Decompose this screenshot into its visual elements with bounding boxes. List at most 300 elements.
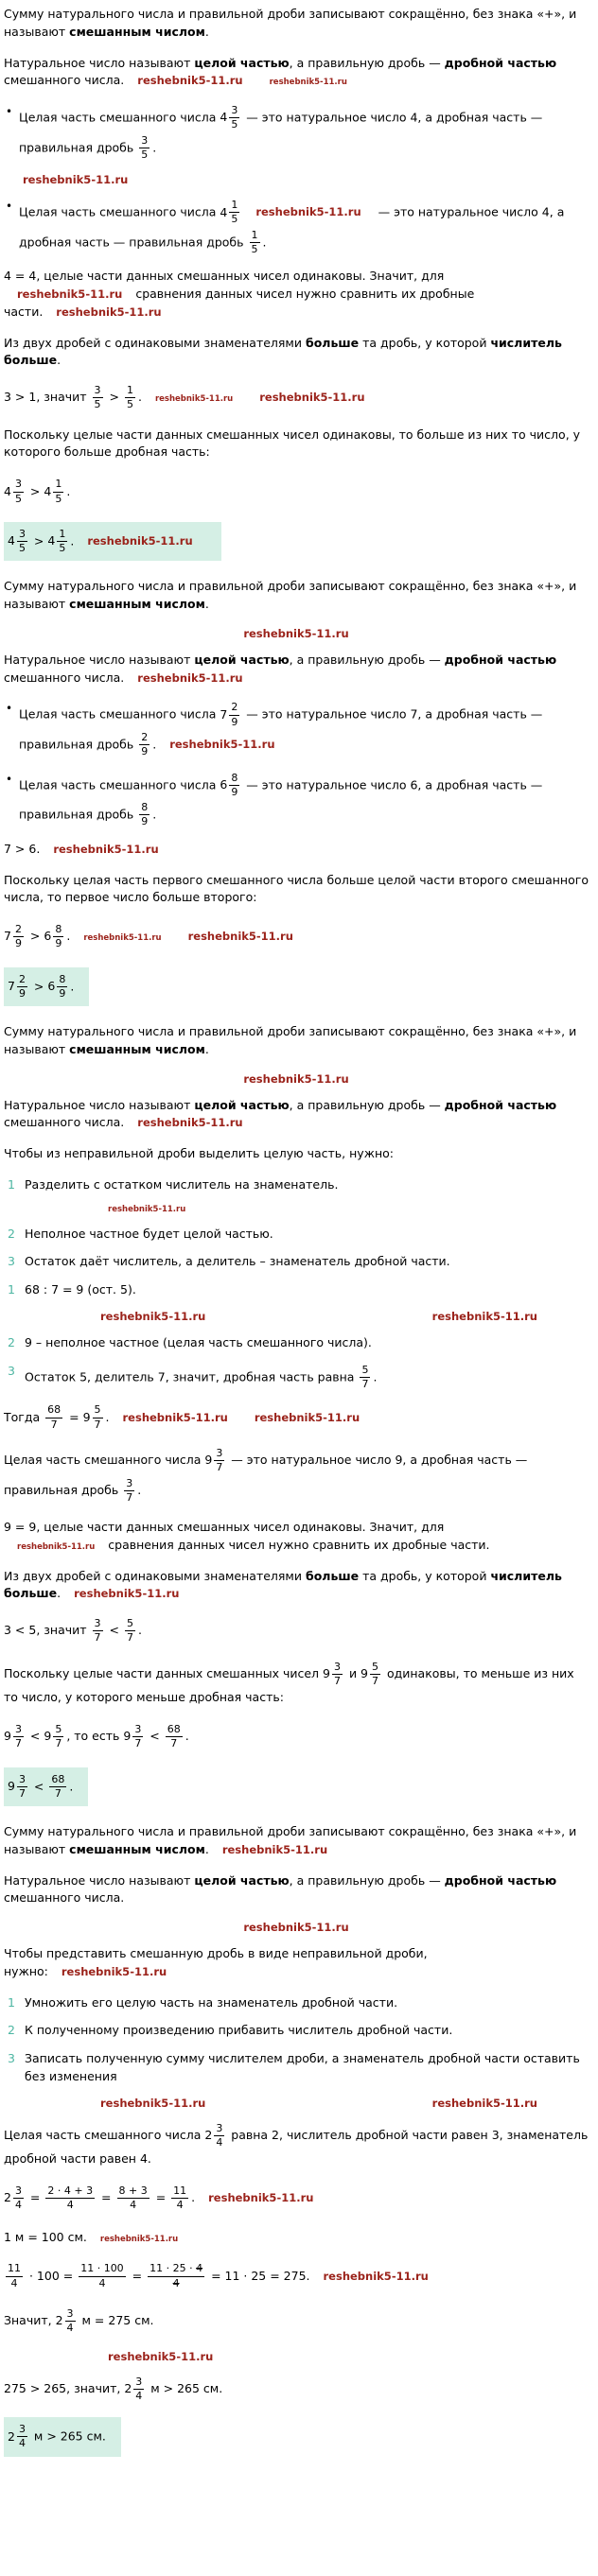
mixed-number <box>47 972 70 1002</box>
fraction-den-part: 4 <box>216 2136 223 2150</box>
bullet-item <box>4 103 589 163</box>
fraction-den-part: 5 <box>251 243 258 256</box>
fraction-denominator <box>49 1419 60 1432</box>
fraction-den-part: 7 <box>54 1786 62 1800</box>
fraction-numerator <box>45 1403 62 1418</box>
text-run: . <box>69 1778 74 1793</box>
text-run: 275 > 265, значит, <box>4 2380 125 2395</box>
block-content <box>4 923 307 950</box>
fraction-den-part: 7 <box>361 1378 369 1391</box>
fraction-numerator <box>79 2262 125 2276</box>
mixed-number <box>220 103 242 133</box>
text-run: Из двух дробей с одинаковыми знаменателями <box>4 335 306 350</box>
fraction-num-part: 1 <box>231 199 238 212</box>
fraction-num-part: 3 <box>126 1476 133 1489</box>
text-run: — это натуральное число 7, а дробная часть — правильная дробь <box>19 706 543 752</box>
fraction-numerator <box>17 528 27 542</box>
fraction-denominator <box>93 1631 103 1645</box>
fraction-denominator <box>57 542 67 555</box>
fraction <box>13 1723 24 1751</box>
fraction-den-part: 5 <box>141 148 149 161</box>
fraction <box>45 2184 95 2213</box>
block-content <box>4 1873 556 1906</box>
mixed-number <box>8 972 30 1002</box>
fraction-numerator <box>117 2184 150 2199</box>
text-run: смешанного числа. <box>4 1890 125 1906</box>
whole-part: 2 <box>4 2190 11 2205</box>
fraction-numerator <box>229 701 239 715</box>
text-run: 9 – неполное частное (целая часть смешанного числа). <box>25 1334 372 1349</box>
fraction-numerator <box>124 1477 134 1491</box>
fraction-denominator <box>132 1737 143 1750</box>
fraction-num-part: 1 <box>59 527 66 540</box>
fraction-den-part: 7 <box>18 1786 26 1800</box>
fraction-denominator <box>53 493 63 506</box>
whole-part: 2 <box>124 2381 132 2396</box>
text-run: м = 275 см. <box>78 2313 154 2328</box>
fraction-numerator <box>53 478 63 492</box>
block-content <box>4 1569 562 1601</box>
mixed-number <box>124 2375 147 2405</box>
fraction <box>13 923 24 951</box>
block-content <box>4 7 576 39</box>
paragraph <box>4 1660 589 1707</box>
fraction-numerator <box>214 1447 224 1461</box>
fraction-den-part: 4 <box>176 2199 184 2212</box>
paragraph <box>4 578 589 614</box>
fraction-den-part: 4 <box>10 2276 18 2289</box>
paragraph <box>4 2121 589 2168</box>
whole-part: 9 <box>4 1729 11 1744</box>
fraction-num-part: 3 <box>66 2307 74 2320</box>
fraction <box>250 229 260 257</box>
bold-text: смешанным числом <box>69 1041 205 1056</box>
block-content <box>4 1824 576 1856</box>
fraction <box>17 528 27 556</box>
fraction-denominator <box>13 937 24 950</box>
whole-part: 6 <box>220 777 228 792</box>
bullet-icon: • <box>6 105 13 118</box>
document-body <box>4 6 589 2457</box>
numbered-step <box>4 1176 589 1194</box>
site-watermark: reshebnik5-11.ru <box>259 391 365 405</box>
block-content <box>25 1226 589 1244</box>
math-line <box>4 477 589 507</box>
fraction-numerator <box>360 1364 370 1378</box>
bold-text: больше <box>305 335 360 350</box>
fraction-num-part: 5 <box>55 1723 62 1736</box>
fraction-denominator <box>124 1491 134 1505</box>
block-content <box>4 873 589 905</box>
site-watermark: reshebnik5-11.ru <box>254 1410 361 1424</box>
numbered-step <box>4 1994 589 2012</box>
site-watermark: reshebnik5-11.ru <box>23 173 129 187</box>
fraction-num-part: 2 <box>231 701 238 714</box>
text-run: — это натуральное число 9, а дробная часть — правильная дробь <box>4 1453 528 1497</box>
site-watermark: reshebnik5-11.ru <box>243 1921 349 1935</box>
whole-part: 9 <box>323 1666 330 1681</box>
fraction <box>148 2262 204 2290</box>
whole-part: 9 <box>123 1729 132 1744</box>
text-run: < <box>146 1729 164 1744</box>
fraction <box>229 104 239 132</box>
fraction-denominator <box>229 118 239 131</box>
fraction <box>117 2184 150 2213</box>
block-content <box>4 2230 191 2244</box>
fraction-num-part: 2 <box>14 923 22 936</box>
text-run: смешанного числа. <box>4 73 125 88</box>
text-run: , то есть <box>66 1729 124 1744</box>
whole-part: 2 <box>55 2313 63 2328</box>
text-run: Записать полученную сумму числителем дроби, а знаменатель дробной части оставить без изменения <box>25 2051 580 2083</box>
fraction-num-part: 2 <box>141 731 149 743</box>
fraction-num-part: 8 <box>55 923 62 936</box>
block-content <box>4 842 172 856</box>
text-run: = <box>151 2190 170 2205</box>
paragraph <box>4 1023 589 1059</box>
site-watermark: reshebnik5-11.ru <box>221 1842 328 1856</box>
fraction-num-part: 3 <box>216 2121 223 2134</box>
fraction-den-part: 9 <box>18 986 26 1000</box>
text-run: та дробь, у которой <box>359 1568 491 1583</box>
fraction-num-part: 8 <box>141 801 149 814</box>
text-run: . <box>137 390 142 405</box>
fraction-denominator <box>168 1737 179 1750</box>
paragraph <box>4 1945 589 1981</box>
fraction-num-part: 11 <box>173 2184 187 2198</box>
paragraph <box>4 1616 589 1646</box>
fraction-den-part: 4 <box>18 2437 26 2450</box>
fraction-numerator <box>53 923 63 937</box>
fraction-denominator <box>229 716 239 729</box>
fraction-num-part: 5 <box>361 1363 369 1376</box>
bold-text: дробной частью <box>444 55 557 70</box>
whole-part: 2 <box>8 2428 15 2444</box>
answer-text <box>4 967 89 1007</box>
fraction-num-part: 4 <box>196 2262 203 2275</box>
text-run: К полученному произведению прибавить числитель дробной части. <box>25 2023 453 2038</box>
fraction-num-part: 3 <box>14 2184 22 2198</box>
paragraph <box>4 652 589 688</box>
fraction-denominator <box>214 2136 224 2150</box>
answer-highlight <box>4 2417 589 2457</box>
text-run: м > 265 см. <box>147 2380 223 2395</box>
text-run: . <box>191 2190 196 2205</box>
fraction-den-part: 9 <box>55 937 62 950</box>
whole-part: 4 <box>4 483 11 498</box>
fraction-den-part: 5 <box>126 398 133 411</box>
text-run: смешанного числа. <box>4 670 125 685</box>
fraction <box>229 701 239 729</box>
fraction-num-part: 68 <box>167 1723 181 1736</box>
step-number: 1 <box>8 1994 15 2010</box>
fraction-numerator <box>332 1661 343 1675</box>
fraction <box>370 1661 380 1689</box>
text-run: > <box>26 929 44 944</box>
whole-part: 9 <box>204 1453 213 1468</box>
paragraph <box>4 55 589 91</box>
text-run: . <box>70 978 75 993</box>
fraction-numerator <box>214 2122 224 2136</box>
watermark-row <box>4 1310 589 1323</box>
fraction-num-part: 2 · 4 + 3 <box>47 2184 94 2198</box>
text-run: . <box>152 807 157 822</box>
math-line <box>4 922 589 952</box>
text-run: Сумму натурального числа и правильной дроби записывают сокращённо, без знака «+», и называют <box>4 1024 577 1056</box>
answer-text <box>4 1767 88 1807</box>
fraction-num-part: 3 <box>18 1772 26 1785</box>
block-content <box>4 336 562 368</box>
fraction <box>13 2184 24 2213</box>
fraction-denominator <box>17 987 27 1001</box>
site-watermark: reshebnik5-11.ru <box>17 287 123 302</box>
text-run: Остаток даёт числитель, а делитель – знаменатель дробной части. <box>25 1254 450 1269</box>
text-run: < <box>105 1623 123 1638</box>
block-content <box>4 2184 326 2212</box>
text-run: Целая часть смешанного числа <box>19 706 220 722</box>
text-run: м > 265 см. <box>29 2428 106 2444</box>
text-run: > <box>29 978 48 993</box>
fraction-den-part: 9 <box>141 815 149 828</box>
fraction-numerator <box>370 1661 380 1675</box>
fraction-num-part: 1 <box>251 228 258 241</box>
mixed-number <box>44 1722 66 1752</box>
fraction-den-part: 4 <box>66 2322 74 2335</box>
fraction <box>360 1364 370 1392</box>
site-watermark: reshebnik5-11.ru <box>154 394 234 405</box>
fraction-numerator <box>13 2184 24 2199</box>
fraction-denominator <box>125 398 135 411</box>
fraction-den-part: 7 <box>372 1674 378 1687</box>
fraction-den-part: 7 <box>126 1631 133 1645</box>
fraction-den-part: 7 <box>14 1737 22 1750</box>
fraction-den-part: 4 <box>130 2199 137 2212</box>
text-run: — это натуральное число 6, а дробная часть — правильная дробь <box>19 776 543 822</box>
block-content <box>25 2050 589 2086</box>
fraction-denominator <box>128 2199 138 2212</box>
fraction <box>214 2122 224 2150</box>
whole-part: 6 <box>44 929 52 944</box>
fraction-den-part: 7 <box>216 1461 223 1474</box>
site-watermark: reshebnik5-11.ru <box>56 305 162 319</box>
text-run: . <box>152 139 157 154</box>
bullet-item <box>4 198 589 257</box>
block-content <box>4 2121 589 2167</box>
fraction-num-part: 3 <box>141 133 149 147</box>
fraction-den-part: 5 <box>55 492 62 505</box>
fraction-den-part: 7 <box>50 1418 58 1431</box>
fraction-num-part: 68 <box>47 1403 62 1417</box>
site-watermark: reshebnik5-11.ru <box>255 205 361 219</box>
text-run: · 100 = <box>26 2268 78 2283</box>
whole-part: 4 <box>220 110 228 125</box>
fraction-denominator <box>360 1378 370 1391</box>
bold-text: целой частью <box>194 55 290 70</box>
paragraph <box>4 268 589 321</box>
fraction-denominator <box>139 148 150 162</box>
text-run: Сумму натурального числа и правильной дроби записывают сокращённо, без знака «+», и называют <box>4 7 577 39</box>
fraction-den-part: 4 <box>172 2276 180 2289</box>
fraction-denominator <box>214 1461 224 1474</box>
mixed-number <box>123 1722 146 1752</box>
paragraph <box>4 6 589 42</box>
bullet-icon: • <box>6 200 13 214</box>
text-run: > <box>105 390 123 405</box>
fraction-num-part: 3 <box>135 2375 143 2388</box>
block-content <box>4 1520 490 1552</box>
bold-text: смешанным числом <box>69 1841 205 1856</box>
numbered-step <box>4 2050 589 2086</box>
text-run: = <box>65 1409 83 1424</box>
block-content <box>4 579 576 611</box>
bullet-item <box>4 700 589 759</box>
fraction-denominator <box>229 786 239 799</box>
fraction-numerator <box>17 2423 27 2437</box>
fraction-denominator <box>13 1737 24 1750</box>
fraction-den-part: 4 <box>98 2276 106 2289</box>
fraction-denominator <box>9 2277 20 2290</box>
mixed-number <box>4 477 26 507</box>
fraction-num-part: 11 · 100 <box>80 2262 124 2275</box>
paragraph <box>4 1097 589 1133</box>
block-content <box>4 427 580 460</box>
mixed-number <box>204 1446 227 1476</box>
site-watermark: reshebnik5-11.ru <box>269 78 347 88</box>
fraction-den-part: 5 <box>14 492 22 505</box>
text-run: Неполное частное будет целой частью. <box>25 1226 273 1241</box>
text-run: . <box>70 533 75 548</box>
bold-text: целой частью <box>194 1872 290 1888</box>
fraction-numerator <box>57 528 67 542</box>
fraction-den-part: 9 <box>59 986 66 1000</box>
fraction-num-part: 3 <box>94 1617 101 1630</box>
fraction-numerator <box>250 229 260 243</box>
bold-text: числитель больше <box>4 335 562 368</box>
mixed-number <box>47 527 70 557</box>
block-content <box>4 1946 428 1978</box>
fraction <box>166 1723 183 1751</box>
text-run: Поскольку целые части данных смешанных чисел одинаковы, то больше из них то число, у которого больше дробная часть: <box>4 426 581 460</box>
text-run: Поскольку целые части данных смешанных чисел <box>4 1665 324 1680</box>
fraction-num-part: 68 <box>51 1772 65 1785</box>
text-run: Целая часть смешанного числа <box>4 2128 205 2143</box>
step-number: 2 <box>8 1334 15 1349</box>
fraction <box>65 2307 76 2336</box>
paragraph <box>4 1568 589 1604</box>
block-content <box>25 1176 589 1194</box>
answer-highlight <box>4 1767 589 1807</box>
text-run: . <box>57 353 62 368</box>
numbered-step <box>4 1334 589 1352</box>
fraction-denominator <box>97 2277 107 2290</box>
step-number: 3 <box>8 1363 15 1378</box>
text-run: Сумму натурального числа и правильной дроби записывают сокращённо, без знака «+», и называют <box>4 579 577 612</box>
paragraph <box>4 1145 589 1163</box>
text-run: Остаток 5, делитель 7, значит, дробная часть равна <box>25 1369 359 1384</box>
text-run: равна 2, числитель дробной части равен 3, знаменатель дробной части равен 4. <box>4 2128 589 2167</box>
answer-highlight <box>4 967 589 1007</box>
text-run: Целая часть смешанного числа <box>19 204 220 219</box>
mixed-number <box>4 1722 26 1752</box>
text-run: , а правильную дробь — <box>289 652 445 667</box>
fraction-denominator <box>13 2199 24 2212</box>
fraction-num-part: 3 <box>134 1723 142 1736</box>
block-content <box>4 653 556 685</box>
fraction-den-part: 4 <box>66 2199 74 2212</box>
fraction-numerator <box>53 1723 63 1737</box>
bold-text: числитель больше <box>4 1568 562 1601</box>
fraction <box>229 199 239 227</box>
fraction-denominator <box>332 1675 343 1688</box>
text-run: 1 м = 100 см. <box>4 2229 87 2244</box>
fraction <box>171 2184 188 2213</box>
fraction-denominator <box>139 745 150 758</box>
mixed-number <box>220 771 242 801</box>
site-watermark: reshebnik5-11.ru <box>108 2349 214 2363</box>
paragraph <box>4 2306 589 2337</box>
fraction-den-part: 9 <box>141 745 149 758</box>
fraction <box>17 1773 27 1801</box>
paragraph <box>4 383 589 413</box>
fraction-denominator <box>171 2277 182 2290</box>
numbered-step <box>4 1253 589 1271</box>
text-run: Натуральное число называют <box>4 55 195 70</box>
fraction-num-part: 8 <box>231 771 238 784</box>
block-content <box>25 1253 589 1271</box>
fraction <box>13 478 24 506</box>
whole-part: 9 <box>8 1779 15 1794</box>
block-content <box>4 1446 528 1504</box>
block-content <box>25 2022 589 2040</box>
fraction-denominator <box>93 1419 103 1432</box>
site-watermark: reshebnik5-11.ru <box>169 738 275 752</box>
fraction-den-part: 4 <box>135 2389 143 2402</box>
text-run: , а правильную дробь — <box>289 1097 445 1112</box>
block-content <box>4 2375 223 2402</box>
block-content <box>19 700 589 759</box>
text-run: = <box>97 2190 115 2205</box>
text-run: 3 < 5, значит <box>4 1623 91 1638</box>
text-run: Чтобы из неправильной дроби выделить целую часть, нужно: <box>4 1146 394 1161</box>
text-run: Целая часть смешанного числа <box>4 1453 205 1468</box>
text-run: Целая часть смешанного числа <box>19 110 220 125</box>
fraction <box>124 1477 134 1506</box>
math-line <box>4 1722 589 1752</box>
numbered-step <box>4 1281 589 1299</box>
watermark-row <box>4 1921 589 1934</box>
block-content <box>4 1024 576 1056</box>
text-run: 68 : 7 = 9 (ост. 5). <box>25 1282 136 1297</box>
site-watermark: reshebnik5-11.ru <box>243 1071 349 1086</box>
text-run: — это натуральное число 4, а дробная часть — правильная дробь <box>19 204 565 250</box>
text-run: . <box>57 1586 62 1601</box>
text-run: . <box>66 929 71 944</box>
fraction <box>93 384 103 412</box>
watermark-row <box>4 627 589 640</box>
text-run: , а правильную дробь — <box>289 1872 445 1888</box>
paragraph <box>4 426 589 462</box>
block-content <box>25 1363 589 1393</box>
answer-text <box>4 522 221 562</box>
fraction <box>57 973 67 1001</box>
whole-part: 9 <box>82 1409 91 1424</box>
fraction-num-part: 5 <box>94 1403 101 1417</box>
fraction-num-part: 3 <box>231 104 238 116</box>
fraction-numerator <box>229 772 239 786</box>
fraction-den-part: 7 <box>170 1737 178 1750</box>
block-content <box>25 1281 589 1299</box>
text-run: Чтобы представить смешанную дробь в виде неправильной дроби, нужно: <box>4 1946 428 1978</box>
